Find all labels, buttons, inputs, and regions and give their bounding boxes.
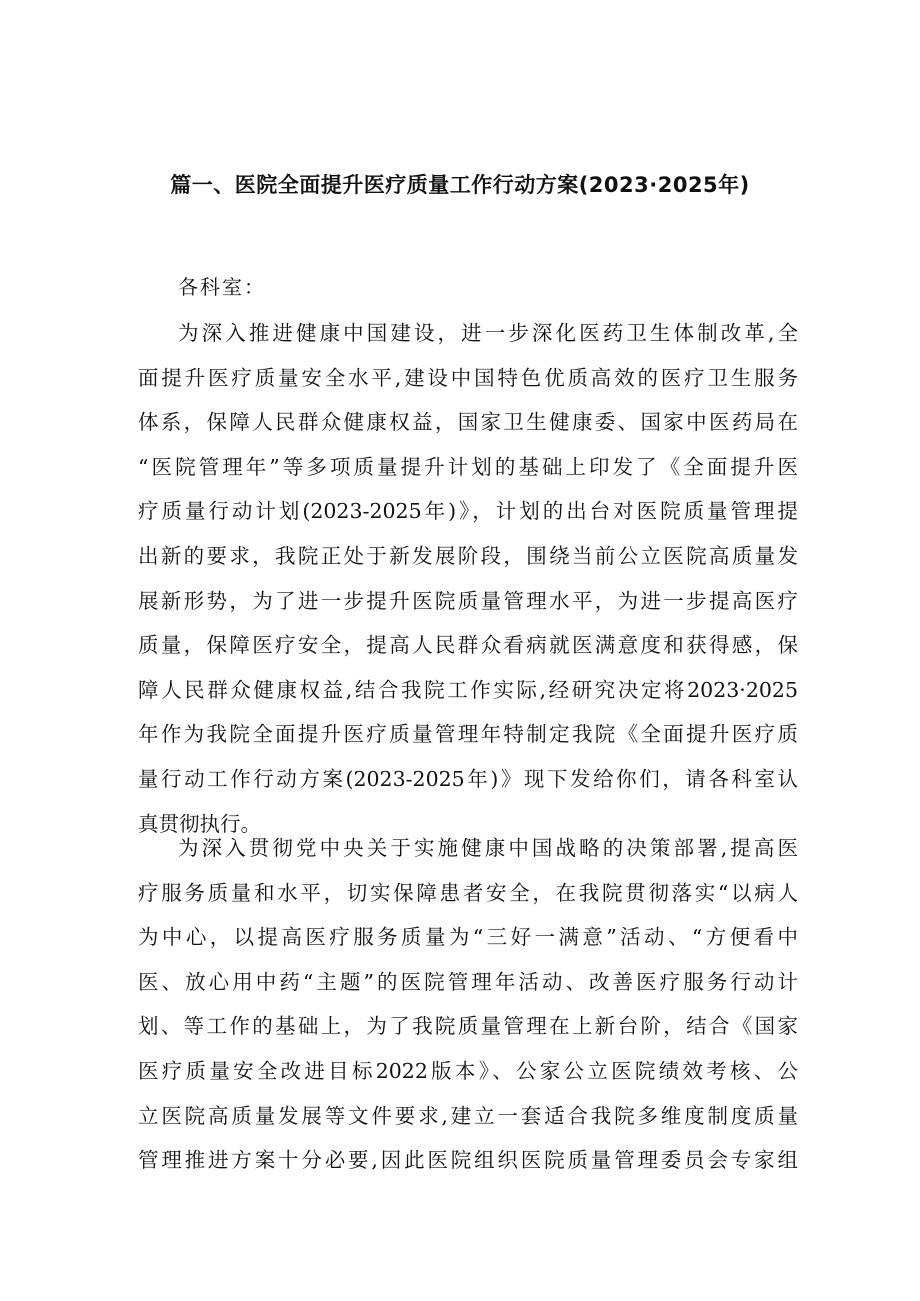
paragraph-line: 划、等工作的基础上，为了我院质量管理在上新台阶，结合《国家 (138, 1014, 798, 1039)
paragraph-line: 疗质量行动计划(2023-2025年)》，计划的出台对医院质量管理提 (138, 499, 798, 524)
paragraph-line: 面提升医疗质量安全水平,建设中国特色优质高效的医疗卫生服务 (138, 365, 798, 390)
paragraph-line: 为中心，以提高医疗服务质量为“三好一满意”活动、“方便看中 (138, 925, 798, 950)
paragraph-1 (138, 311, 798, 846)
paragraph-line: 管理推进方案十分必要,因此医院组织医院质量管理委员会专家组 (138, 1148, 798, 1173)
paragraph-line: 医疗质量安全改进目标2022版本》、公家公立医院绩效考核、公 (138, 1058, 798, 1083)
paragraph-line: 真贯彻执行。 (138, 811, 261, 836)
paragraph-2 (138, 826, 798, 1183)
paragraph-line: 立医院高质量发展等文件要求,建立一套适合我院多维度制度质量 (138, 1103, 798, 1128)
paragraph-line: 年作为我院全面提升医疗质量管理年特制定我院《全面提升医疗质 (138, 722, 798, 747)
paragraph-line: 障人民群众健康权益,结合我院工作实际,经研究决定将2023·2025 (138, 677, 798, 702)
paragraph-line: “医院管理年”等多项质量提升计划的基础上印发了《全面提升医 (138, 454, 798, 479)
paragraph-line: 医、放心用中药“主题”的医院管理年活动、改善医疗服务行动计 (138, 969, 798, 994)
document-title: 篇一、医院全面提升医疗质量工作行动方案(2023·2025年) (170, 173, 750, 197)
paragraph-line: 量行动工作行动方案(2023-2025年)》现下发给你们，请各科室认 (138, 766, 798, 791)
paragraph-line: 体系，保障人民群众健康权益，国家卫生健康委、国家中医药局在 (138, 410, 798, 435)
paragraph-line: 展新形势，为了进一步提升医院质量管理水平，为进一步提高医疗 (138, 588, 798, 613)
salutation: 各科室： (178, 275, 266, 299)
paragraph-line: 质量，保障医疗安全，提高人民群众看病就医满意度和获得感，保 (138, 633, 798, 658)
paragraph-line: 出新的要求，我院正处于新发展阶段，围绕当前公立医院高质量发 (138, 543, 798, 568)
paragraph-line: 为深入贯彻党中央关于实施健康中国战略的决策部署,提高医 (178, 836, 798, 860)
paragraph-line: 为深入推进健康中国建设，进一步深化医药卫生体制改革,全 (178, 321, 798, 345)
paragraph-line: 疗服务质量和水平，切实保障患者安全，在我院贯彻落实“以病人 (138, 880, 798, 905)
